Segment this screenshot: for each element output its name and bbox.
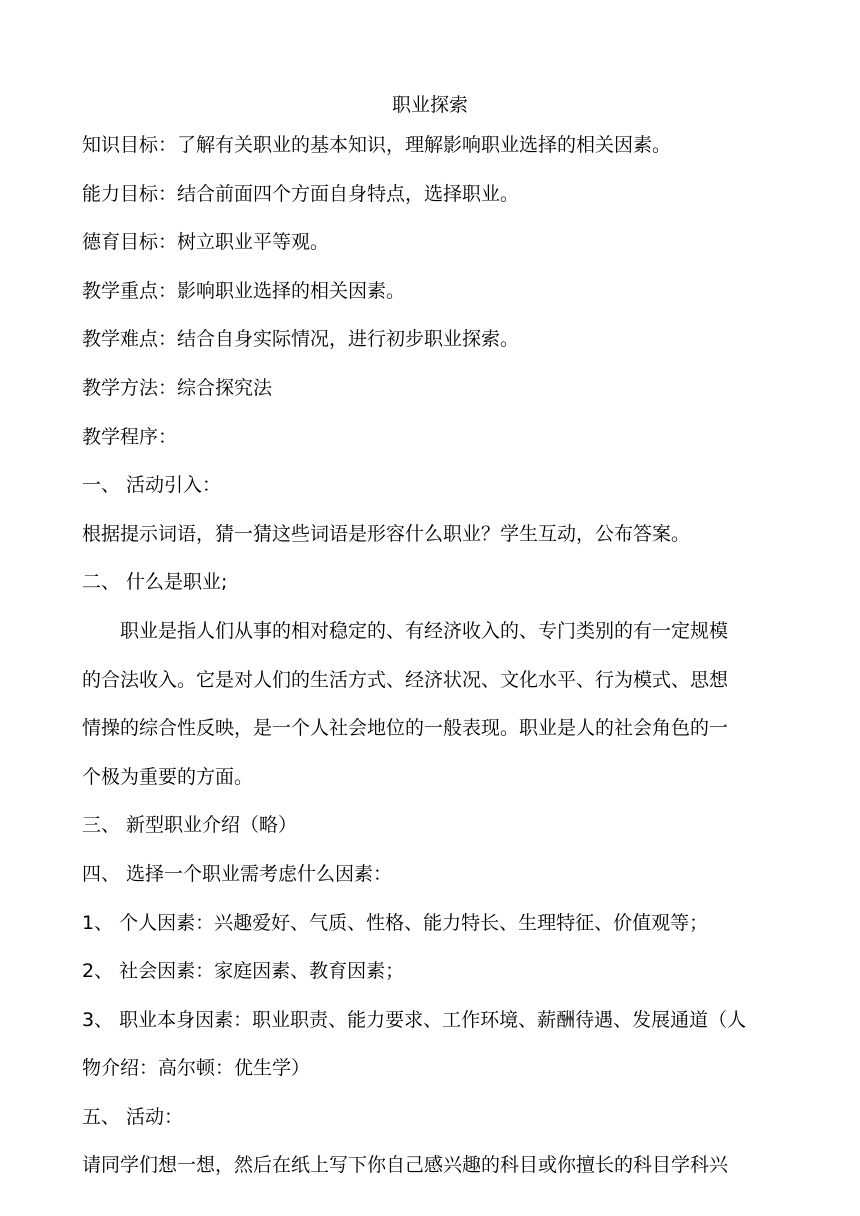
section-heading-4: 四、 选择一个职业需考虑什么因素：: [82, 862, 393, 885]
document-title: 职业探索: [391, 94, 468, 116]
paragraph-line: 的合法收入。它是对人们的生活方式、经济状况、文化水平、行为模式、思想: [82, 668, 729, 691]
paragraph-line: 个极为重要的方面。: [82, 765, 254, 788]
paragraph-line: 情操的综合性反映，是一个人社会地位的一般表现。职业是人的社会角色的一: [82, 717, 729, 740]
section-heading-5: 五、 活动：: [82, 1105, 184, 1128]
list-item-2: 2、 社会因素：家庭因素、教育因素；: [82, 960, 405, 983]
text-line-key-point: 教学重点：影响职业选择的相关因素。: [82, 279, 406, 302]
text-line-method: 教学方法：综合探究法: [82, 376, 273, 399]
paragraph-line: [82, 618, 782, 644]
list-item-3: 3、 职业本身因素：职业职责、能力要求、工作环境、薪酬待遇、发展通道（人: [82, 1008, 747, 1031]
document-body: [82, 132, 782, 1201]
text-line-moral-goal: 德育目标：树立职业平等观。: [82, 231, 330, 254]
text-line-difficulty: 教学难点：结合自身实际情况，进行初步职业探索。: [82, 328, 520, 351]
list-item-3-continued: 物介绍：高尔顿：优生学）: [82, 1057, 311, 1080]
paragraph-line-text: 职业是指人们从事的相对稳定的、有经济收入的、专门类别的有一定规模: [120, 619, 729, 642]
text-line-ability-goal: 能力目标：结合前面四个方面自身特点，选择职业。: [82, 182, 520, 205]
section-heading-3: 三、 新型职业介绍（略）: [82, 814, 298, 837]
section-heading-1: 一、 活动引入：: [82, 474, 222, 497]
text-line-knowledge-goal: 知识目标：了解有关职业的基本知识，理解影响职业选择的相关因素。: [82, 134, 672, 156]
text-line-procedure: 教学程序：: [82, 425, 178, 448]
text-line-activity-intro: 根据提示词语，猜一猜这些词语是形容什么职业？学生互动，公布答案。: [82, 522, 691, 545]
section-heading-2: 二、 什么是职业;: [82, 571, 228, 594]
list-item-1: 1、 个人因素：兴趣爱好、气质、性格、能力特长、生理特征、价值观等；: [82, 911, 709, 934]
text-line-activity-prompt: 请同学们想一想，然后在纸上写下你自己感兴趣的科目或你擅长的科目学科兴: [82, 1154, 729, 1177]
